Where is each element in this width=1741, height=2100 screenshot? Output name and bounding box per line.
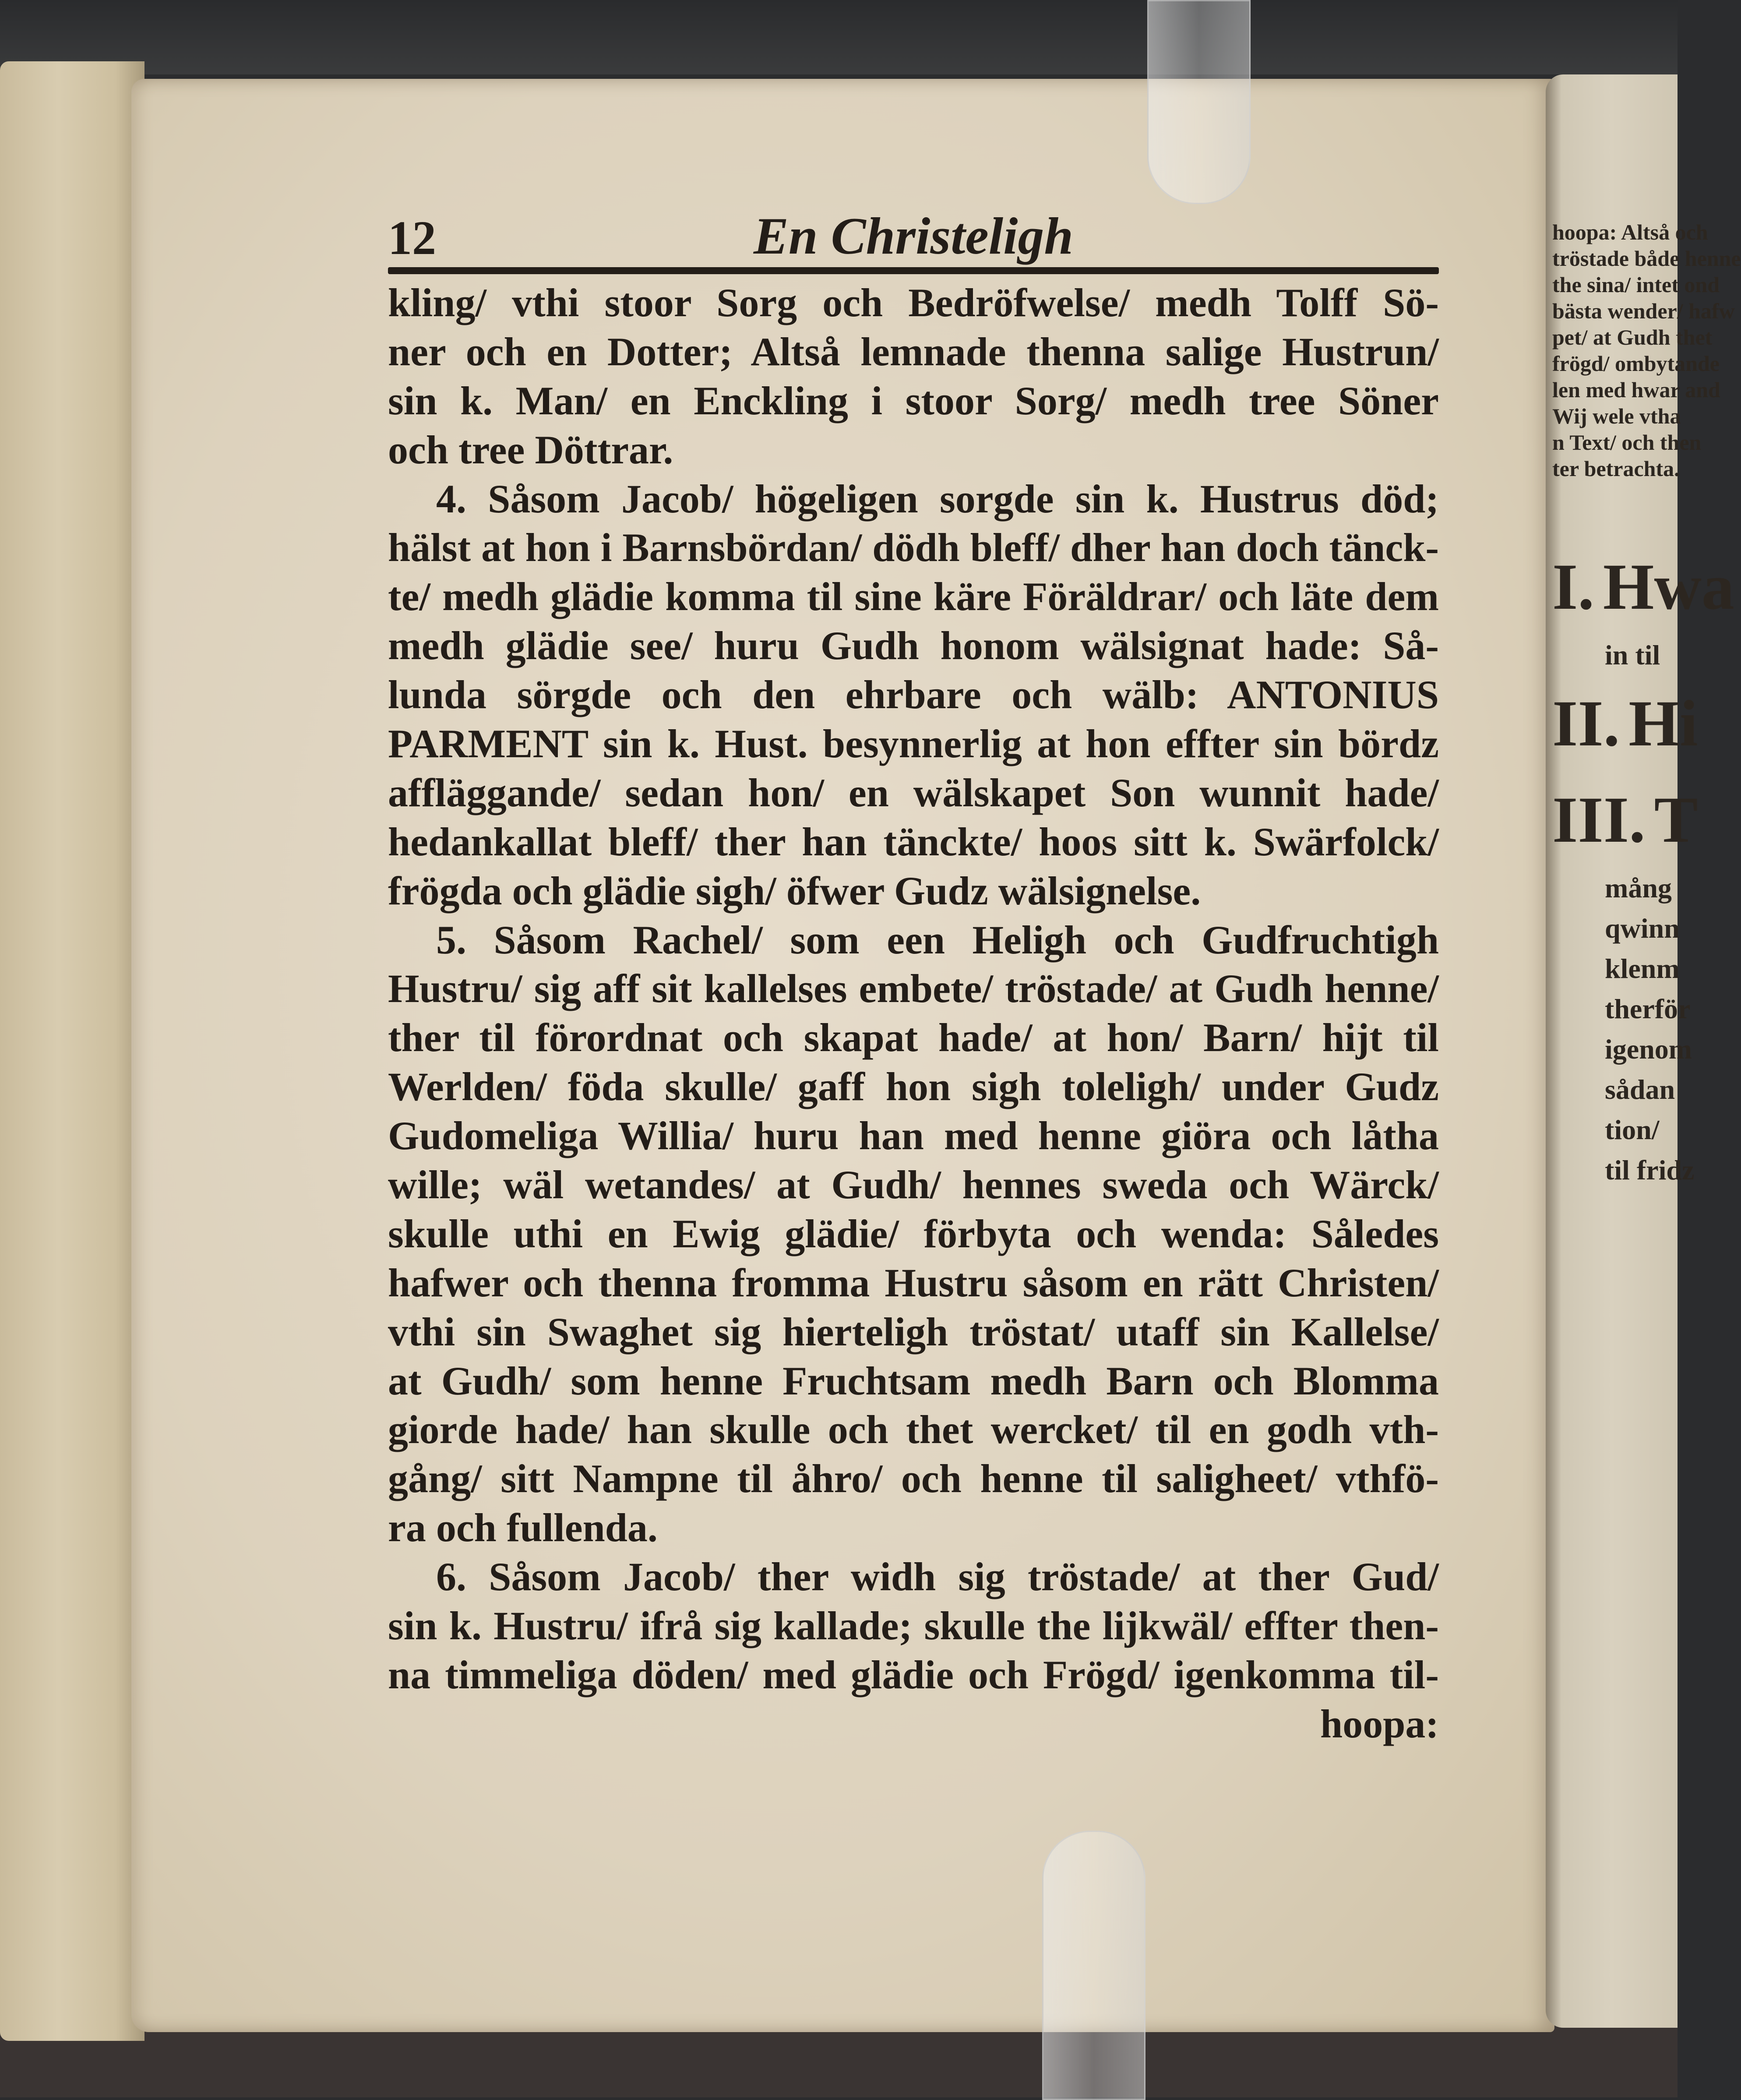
- text-line: gång/ sitt Nampne til åhro/ och henne til saligheet/ vthfö-: [388, 1456, 1439, 1501]
- left-page-edges: [0, 61, 144, 2041]
- text-line: at Gudh/ som henne Fruchtsam medh Barn och Blomma: [388, 1358, 1439, 1403]
- heading-text: T: [1654, 784, 1698, 856]
- facing-text-line: hoopa: Altså och: [1552, 220, 1708, 244]
- facing-text-line: bästa wender/ hafw: [1552, 299, 1735, 323]
- facing-text-line: Wij wele vtha: [1552, 404, 1681, 428]
- text-line: te/ medh glädie komma til sine käre Föräldrar/ och läte dem: [388, 574, 1439, 619]
- running-title: En Christeligh: [753, 207, 1074, 265]
- text-line: ner och en Dotter; Altså lemnade thenna salige Hustrun/: [388, 329, 1439, 374]
- facing-heading: [1552, 772, 1698, 868]
- heading-text: Hi: [1628, 687, 1698, 760]
- text-line: 5. Såsom Rachel/ som een Heligh och Gudfruchtigh: [436, 917, 1439, 962]
- text-line: sin k. Man/ en Enckling i stoor Sorg/ medh tree Söner: [388, 378, 1439, 423]
- text-line: na timmeliga döden/ med glädie och Frögd/ igenkomma til-: [388, 1652, 1439, 1697]
- facing-sub-line: sådan: [1605, 1074, 1675, 1105]
- facing-sub-line: igenom: [1605, 1034, 1692, 1065]
- header-rule: [388, 267, 1439, 274]
- page-clip-top: [1147, 0, 1251, 204]
- facing-text-line: tröstade både henne: [1552, 246, 1741, 271]
- facing-sub-line: klenm: [1605, 953, 1680, 984]
- text-line: medh glädie see/ huru Gudh honom wälsignat hade: Så-: [388, 623, 1439, 668]
- page-clip-bottom: [1042, 1831, 1145, 2100]
- text-line: 6. Såsom Jacob/ ther widh sig tröstade/ at ther Gud/: [436, 1554, 1439, 1599]
- text-line: vthi sin Swaghet sig hierteligh tröstat/ utaff sin Kallelse/: [388, 1309, 1439, 1354]
- facing-text-line: frögd/ ombytande: [1552, 351, 1720, 376]
- heading-text: Hwa: [1603, 551, 1734, 623]
- facing-heading: [1552, 539, 1734, 635]
- text-line: Gudomeliga Willia/ huru han med henne giöra och låtha: [388, 1113, 1439, 1158]
- facing-text-line: ter betrachta.: [1552, 456, 1680, 481]
- heading-numeral: I.: [1552, 551, 1594, 623]
- page-number: 12: [388, 211, 436, 265]
- text-line: Werlden/ föda skulle/ gaff hon sigh toleligh/ under Gudz: [388, 1064, 1439, 1109]
- text-line: sin k. Hustru/ ifrå sig kallade; skulle the lijkwäl/ effter then-: [388, 1603, 1439, 1648]
- text-line: ra och fullenda.: [388, 1505, 658, 1550]
- heading-numeral: II.: [1552, 687, 1620, 760]
- text-line: ther til förordnat och skapat hade/ at hon/ Barn/ hijt til: [388, 1015, 1439, 1060]
- facing-sub-line: tion/: [1605, 1114, 1660, 1145]
- facing-heading: [1552, 675, 1698, 772]
- facing-sub-line: in til: [1605, 639, 1660, 671]
- facing-sub-line: therför: [1605, 993, 1691, 1024]
- text-line: Hustru/ sig aff sit kallelses embete/ tröstade/ at Gudh henne/: [388, 966, 1439, 1011]
- catchword: hoopa:: [1320, 1701, 1439, 1746]
- page-header: [388, 206, 1439, 267]
- facing-page-lines: [1552, 219, 1741, 482]
- facing-sub-line: qwinn: [1605, 913, 1680, 944]
- text-line: hälst at hon i Barnsbördan/ dödh bleff/ dher han doch tänck-: [388, 525, 1439, 570]
- text-line: och tree Döttrar.: [388, 427, 673, 472]
- body-text: [388, 279, 1439, 1700]
- page-text-block: [388, 206, 1439, 1749]
- heading-numeral: III.: [1552, 784, 1646, 856]
- text-line: frögda och glädie sigh/ öfwer Gudz wälsignelse.: [388, 868, 1201, 913]
- text-line: lunda sörgde och den ehrbare och wälb: ANTONIUS: [388, 672, 1439, 717]
- text-line: PARMENT sin k. Hust. besynnerlig at hon effter sin bördz: [388, 721, 1439, 766]
- background-top: [0, 0, 1678, 74]
- facing-sub-line: mång: [1605, 872, 1672, 904]
- facing-text-line: the sina/ intet ond: [1552, 272, 1720, 297]
- facing-page-headings: [1552, 539, 1734, 1190]
- text-line: giorde hade/ han skulle och thet wercket/ til en godh vth-: [388, 1407, 1439, 1452]
- facing-page-text: [1552, 219, 1741, 1190]
- facing-text-line: pet/ at Gudh thet: [1552, 325, 1713, 349]
- text-line: affläggande/ sedan hon/ en wälskapet Son wunnit hade/: [388, 770, 1439, 815]
- text-line: wille; wäl wetandes/ at Gudh/ hennes sweda och Wärck/: [388, 1162, 1439, 1207]
- text-line: skulle uthi en Ewig glädie/ förbyta och wenda: Således: [388, 1211, 1439, 1256]
- text-line: hafwer och thenna fromma Hustru såsom en rätt Christen/: [388, 1260, 1439, 1305]
- facing-text-line: n Text/ och then: [1552, 430, 1702, 455]
- text-line: hedankallat bleff/ ther han tänckte/ hoos sitt k. Swärfolck/: [388, 819, 1439, 864]
- facing-text-line: len med hwar and: [1552, 378, 1720, 402]
- text-line: kling/ vthi stoor Sorg och Bedröfwelse/ medh Tolff Sö-: [388, 280, 1439, 325]
- facing-sub-line: til fridz: [1605, 1154, 1695, 1186]
- text-line: 4. Såsom Jacob/ högeligen sorgde sin k. Hustrus död;: [436, 476, 1439, 521]
